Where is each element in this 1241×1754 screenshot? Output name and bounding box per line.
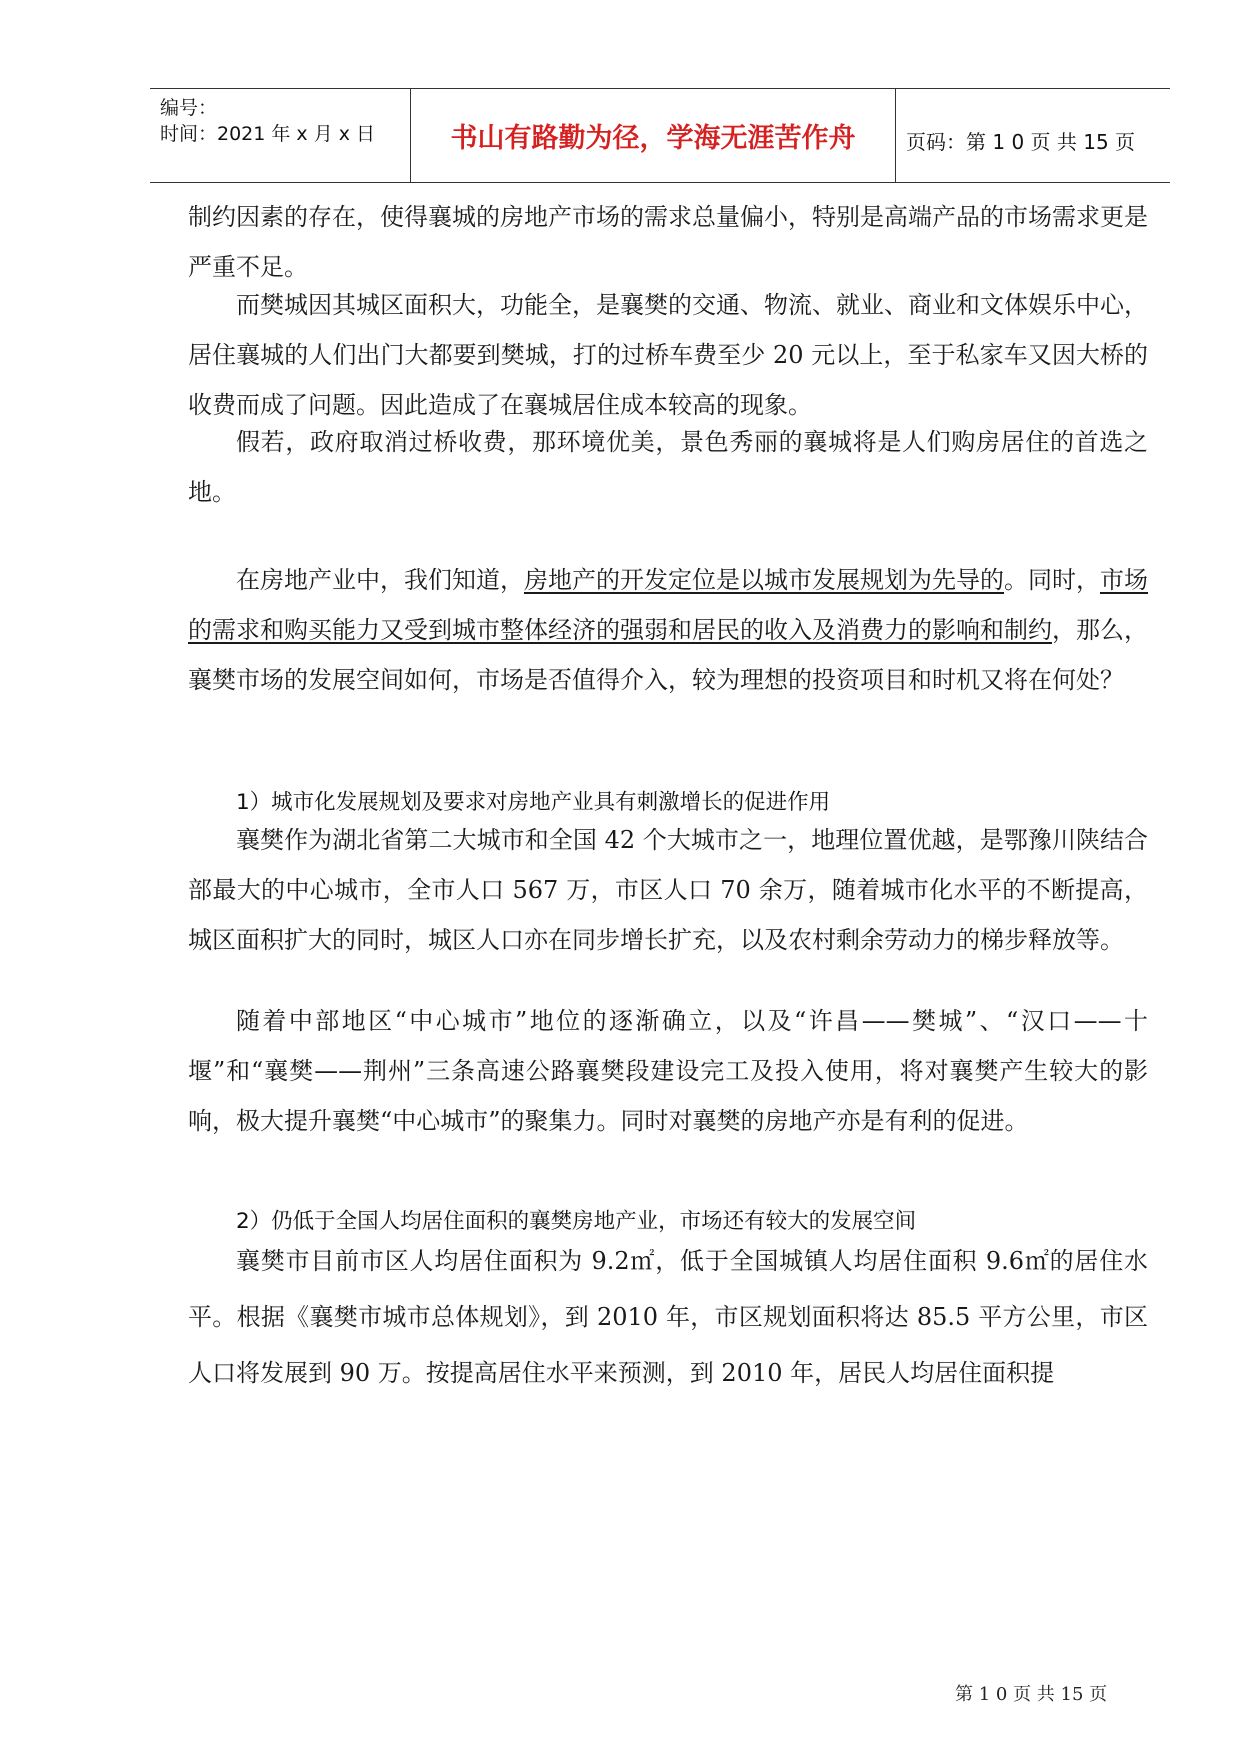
paragraph-text: ”和“	[212, 1057, 264, 1085]
document-number-label: 编号：	[160, 97, 218, 119]
page-header	[150, 88, 1170, 183]
paragraph-text: ，那么，襄樊市场的发展空间如何，市场是否值得介入，较为理想的投资项目和时机又将在何处？	[188, 616, 1148, 694]
paragraph-text: ”三条高速公路襄樊段建设完工及投入使用，将对襄樊产生较大的影响，极大提升襄樊“中心城市”的聚集力。同时对襄樊的房地产亦是有利的促进。	[188, 1057, 1148, 1135]
paragraph-highways	[188, 996, 1148, 1146]
underlined-phrase: 市场的需求和购买能力又受到城市整体经济的强弱和居民的收入及消费力的影响和制约	[188, 566, 1148, 644]
emphasized-phrase: 中心城市	[406, 1007, 516, 1035]
emphasized-phrase: 许昌——樊城	[806, 1007, 965, 1035]
paragraph-city-overview: 襄樊作为湖北省第二大城市和全国 42 个大城市之一，地理位置优越，是鄂豫川陕结合部最大的中心城市，全市人口 567 万，市区人口 70 余万，随着城市化水平的不断提高，城区面积扩大的同时，城区人口亦在同步增长扩充，以及农村剩余劳动力的梯步释放等。	[188, 826, 1148, 954]
page-footer: 第 1 0 页 共 15 页	[955, 1684, 1108, 1705]
paragraph-text: ”、“	[964, 1007, 1019, 1035]
emphasized-phrase: 襄樊——荆州	[263, 1057, 413, 1085]
paragraph-continuation: 制约因素的存在，使得襄城的房地产市场的需求总量偏小，特别是高端产品的市场需求更是严重不足。	[188, 203, 1148, 281]
paragraph-text: 。同时，	[1004, 566, 1100, 594]
emphasized-phrase: 汉口——十堰	[188, 1007, 1149, 1085]
section-heading-2: 2）仍低于全国人均居住面积的襄樊房地产业，市场还有较大的发展空间	[236, 1209, 917, 1234]
header-motto: 书山有路勤为径，学海无涯苦作舟	[450, 123, 856, 154]
header-page-info: 页码：第 1 0 页 共 15 页	[906, 130, 1136, 154]
paragraph-text: 在房地产业中，我们知道，	[236, 566, 524, 594]
paragraph-text: 随着中部地区“	[236, 1007, 407, 1035]
paragraph-living-area: 襄樊市目前市区人均居住面积为 9.2㎡，低于全国城镇人均居住面积 9.6㎡的居住水平。根据《襄樊市城市总体规划》，到 2010 年，市区规划面积将达 85.5 平方公里，市区人口将发展到 90 万。按提高居住水平来预测，到 2010 年，居民人均居住面积提	[188, 1247, 1148, 1387]
document-time-label: 时间：2021 年 x 月 x 日	[160, 123, 376, 145]
header-meta-cell	[150, 89, 410, 182]
paragraph-fancheng: 而樊城因其城区面积大，功能全，是襄樊的交通、物流、就业、商业和文体娱乐中心，居住襄城的人们出门大都要到樊城，打的过桥车费至少 20 元以上，至于私家车又因大桥的收费而成了问题。因此造成了在襄城居住成本较高的现象。	[188, 291, 1148, 419]
paragraph-market-question	[188, 555, 1148, 705]
underlined-phrase: 房地产的开发定位是以城市发展规划为先导的	[524, 566, 1004, 594]
section-heading-1: 1）城市化发展规划及要求对房地产业具有刺激增长的促进作用	[236, 790, 831, 815]
paragraph-text: ”地位的逐渐确立，以及“	[515, 1007, 807, 1035]
header-page-cell	[896, 89, 1170, 182]
header-motto-cell	[410, 89, 896, 182]
paragraph-bridge-toll: 假若，政府取消过桥收费，那环境优美，景色秀丽的襄城将是人们购房居住的首选之地。	[188, 428, 1148, 506]
